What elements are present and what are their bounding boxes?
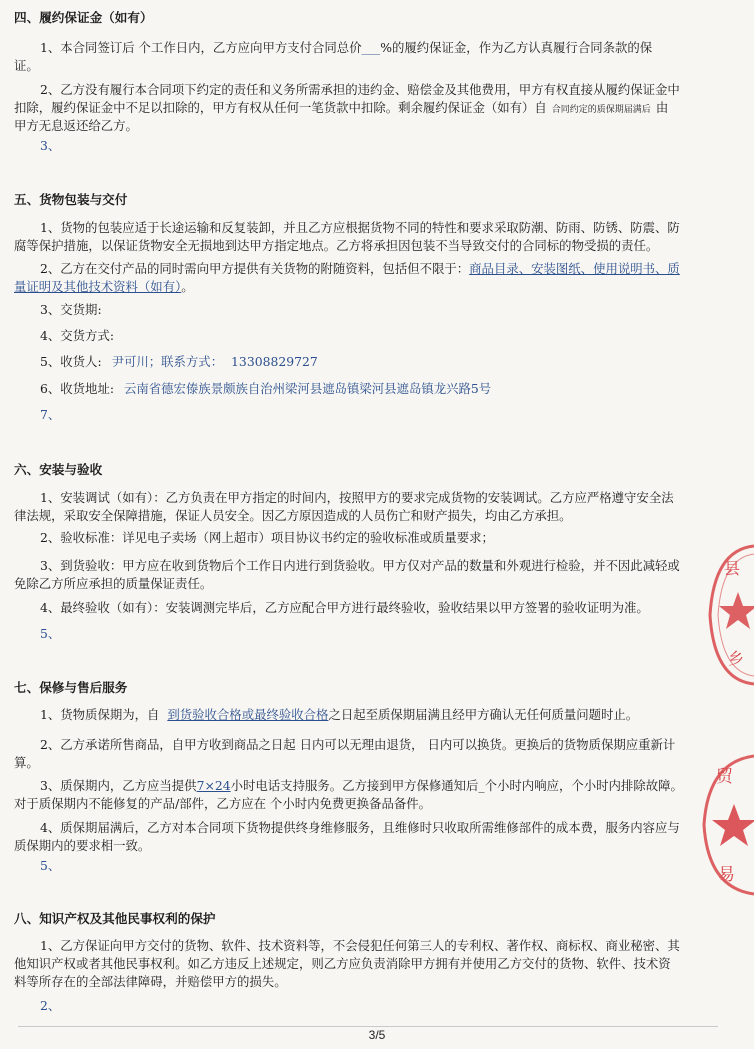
s4-p2-line3: 甲方无息返还给乙方。 xyxy=(14,118,138,133)
s7-p3-line2: 对于质保期内不能修复的产品/部件，乙方应在 个小时内免费更换备品备件。 xyxy=(14,796,432,811)
s6-p3-line1: 3、到货验收：甲方应在收到货物后个工作日内进行到货验收。甲方仅对产品的数量和外观进行检验，并不因此减轻或 xyxy=(40,558,680,573)
s5-p2-fill2: 量证明及其他技术资料（如有） xyxy=(14,279,182,294)
s5-p5-mid: ；联系方式： xyxy=(148,354,224,369)
s5-recipient-name: 尹可川 xyxy=(111,354,149,369)
s6-p2: 2、验收标准：详见电子卖场（网上超市）项目协议书约定的验收标准或质量要求； xyxy=(40,530,494,545)
s8-p1-line1: 1、乙方保证向甲方交付的货物、软件、技术资料等，不会侵犯任何第三人的专利权、著作权、商标权、商业秘密、其 xyxy=(40,938,680,953)
s5-p1-line2: 腐等保护措施，以保证货物安全无损地到达甲方指定地点。乙方将承担因包装不当导致交付的合同标的物受损的责任。 xyxy=(14,238,659,253)
company-seal-partial-top xyxy=(694,540,754,690)
s5-p2-end: 。 xyxy=(181,279,194,294)
s7-p4-line2: 质保期内的要求相一致。 xyxy=(14,838,151,853)
s5-p7: 7、 xyxy=(40,407,61,422)
footer-rule xyxy=(18,1026,718,1027)
section-8-title: 八、知识产权及其他民事权利的保护 xyxy=(14,911,216,926)
company-seal-partial-bottom xyxy=(694,752,754,898)
s4-p1-line2: 证。 xyxy=(14,58,39,73)
s5-delivery-address: 云南省德宏傣族景颇族自治州梁河县遮岛镇梁河县遮岛镇龙兴路5号 xyxy=(123,381,492,396)
s5-p1-line1: 1、货物的包装应适于长途运输和反复装卸，并且乙方应根据货物不同的特性和要求采取防潮、防雨、防锈、防震、防 xyxy=(40,220,680,235)
s5-p3: 3、交货期: xyxy=(40,302,102,317)
s7-p3a: 3、质保期内，乙方应当提供 xyxy=(40,778,197,793)
s8-p1-line3: 料等所存在的全部法律障碍，并赔偿甲方的损失。 xyxy=(14,974,287,989)
s5-recipient-phone: 13308829727 xyxy=(231,354,318,369)
s7-p2-line1: 2、乙方承诺所售商品，自甲方收到商品之日起 日内可以无理由退货， 日内可以换货。更换后的货物质保期应重新计 xyxy=(40,737,676,752)
s4-p2b: 扣除，履约保证金中不足以扣除的，甲方有权从任何一笔货款中扣除。剩余履约保证金（如有）自 xyxy=(14,100,547,115)
section-5-title: 五、货物包装与交付 xyxy=(14,192,128,207)
s6-p1-line1: 1、安装调试（如有）：乙方负责在甲方指定的时间内，按照甲方的要求完成货物的安装调试。乙方应严格遵守安全法 xyxy=(40,490,674,505)
s4-p2-line2 xyxy=(14,100,668,118)
s5-p2a: 2、乙方在交付产品的同时需向甲方提供有关货物的附随资料，包括但不限于： xyxy=(40,261,470,276)
s6-p3-line2: 免除乙方所应承担的质量保证责任。 xyxy=(14,576,213,591)
s4-p1a: 1、本合同签订后 个工作日内，乙方应向甲方支付合同总价 xyxy=(40,40,362,55)
section-4-title: 四、履约保证金（如有） xyxy=(14,10,153,25)
s4-p1b: %的履约保证金，作为乙方认真履行合同条款的保 xyxy=(380,40,653,55)
s4-p1-line1 xyxy=(40,40,652,56)
s7-p5: 5、 xyxy=(40,858,61,873)
s7-p3b: 小时电话支持服务。乙方接到甲方保修通知后_个小时内响应，个小时内排除故障。 xyxy=(230,778,683,793)
s7-p1 xyxy=(40,707,638,723)
s5-p6 xyxy=(40,381,491,397)
s5-p6-label: 6、收货地址: xyxy=(40,381,115,396)
s4-p2-fill: 合同约定的质保期届满后 xyxy=(551,105,651,115)
section-7-title: 七、保修与售后服务 xyxy=(14,680,128,695)
s4-p3: 3、 xyxy=(40,138,61,153)
s7-p2-line2: 算。 xyxy=(14,755,39,770)
seal-char: 县 xyxy=(724,559,741,578)
seal-char: 贸 xyxy=(716,767,733,787)
s4-p1-blank: ___ xyxy=(361,40,381,55)
s6-p5: 5、 xyxy=(40,626,61,641)
s7-p4-line1: 4、质保期届满后，乙方对本合同项下货物提供终身维修服务，且维修时只收取所需维修部件的成本费，服务内容应与 xyxy=(40,820,680,835)
s7-p3-line1 xyxy=(40,778,683,794)
s5-p4: 4、交货方式: xyxy=(40,328,115,343)
s4-p2d: 由 xyxy=(655,100,669,115)
seal-char: 易 xyxy=(718,865,735,885)
s7-p1a: 1、货物质保期为，自 xyxy=(40,707,160,722)
s5-p5 xyxy=(40,354,318,370)
page-number: 3/5 xyxy=(368,1028,386,1042)
s7-p1b: 之日起至质保期届满且经甲方确认无任何质量问题时止。 xyxy=(328,707,639,722)
s7-warranty-start: 到货验收合格或最终验收合格 xyxy=(167,707,329,722)
s5-p5-label: 5、收货人: xyxy=(40,354,102,369)
s7-support-hours: 7×24 xyxy=(196,778,231,793)
section-6-title: 六、安装与验收 xyxy=(14,462,103,477)
s8-p1-line2: 他知识产权或者其他民事权利。如乙方违反上述规定，则乙方应负责消除甲方拥有并使用乙方交付的货物、软件、技术资 xyxy=(14,956,671,971)
s6-p1-line2: 律法规，采取安全保障措施，保证人员安全。因乙方原因造成的人员伤亡和财产损失，均由乙方承担。 xyxy=(14,508,572,523)
s5-p2-line1 xyxy=(40,261,680,277)
seal-char: 乡 xyxy=(728,649,745,668)
s5-p2-fill: 商品目录、安装图纸、使用说明书、质 xyxy=(469,261,680,276)
s8-p2: 2、 xyxy=(40,998,61,1013)
s5-p2-line2 xyxy=(14,279,194,295)
s4-p2-line1: 2、乙方没有履行本合同项下约定的责任和义务所需承担的违约金、赔偿金及其他费用，甲方有权直接从履约保证金中 xyxy=(40,82,680,97)
s6-p4: 4、最终验收（如有）：安装调测完毕后，乙方应配合甲方进行最终验收，验收结果以甲方签署的验收证明为准。 xyxy=(40,600,649,615)
